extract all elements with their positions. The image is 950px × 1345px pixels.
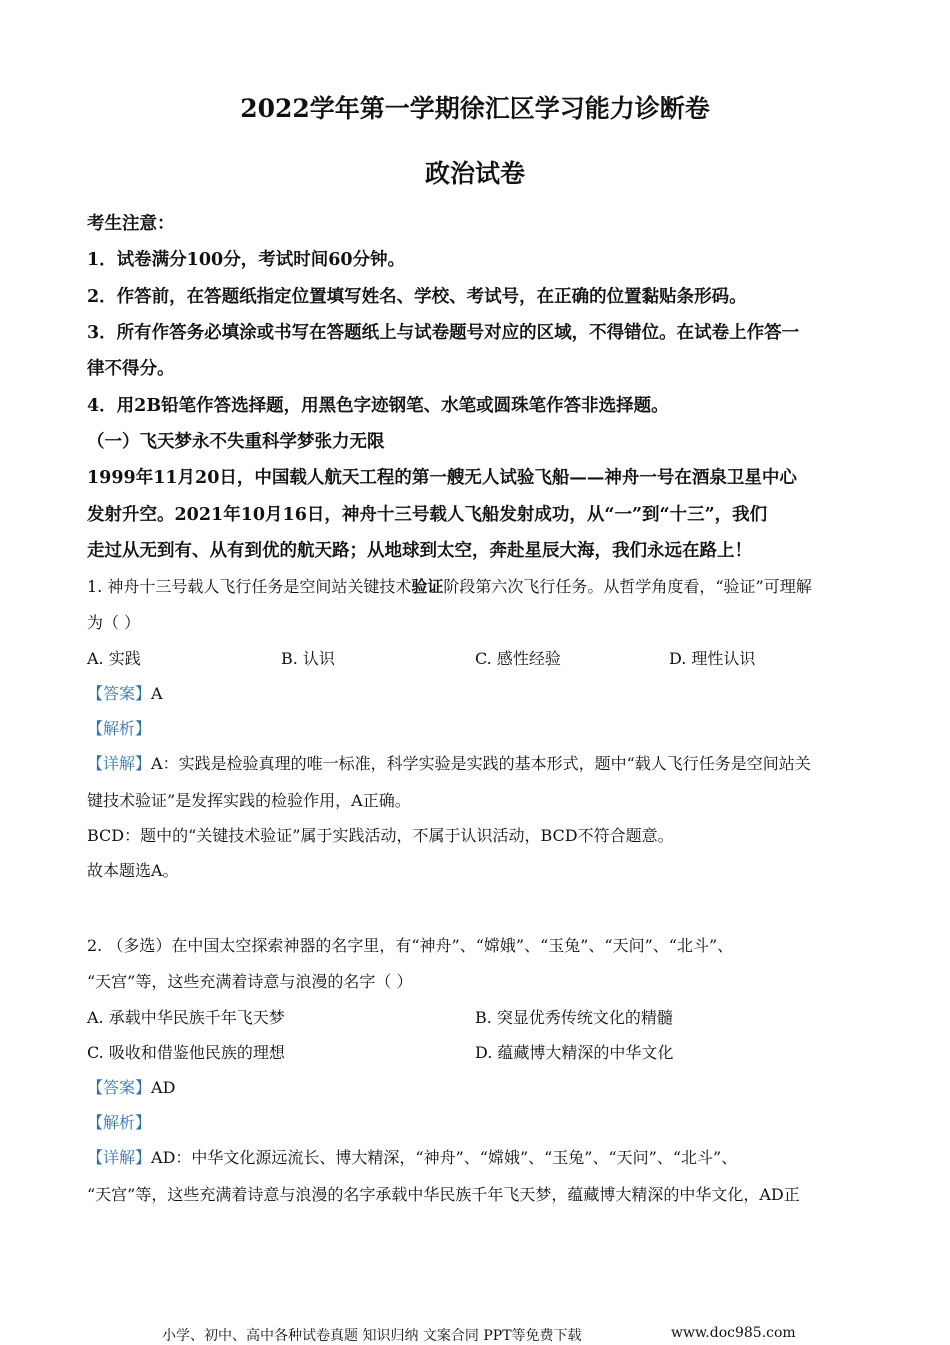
q2-stem: “天宫”等，这些充满着诗意与浪漫的名字（ ） xyxy=(87,972,413,991)
material-line: 走过从无到有、从有到优的航天路；从地球到太空，奔赴星辰大海，我们永远在路上！ xyxy=(87,541,752,561)
q1-stem-line2: 为（ ） xyxy=(87,613,141,632)
page-subtitle: 政治试卷 xyxy=(424,159,525,188)
q1-detail-line: BCD：题中的“关键技术验证”属于实践活动，不属于认识活动，BCD不符合题意。 xyxy=(87,826,674,845)
q2-stem: 2. （多选）在中国太空探索神器的名字里，有“神舟”、“嫦娥”、“玉兔”、“天问”、“北斗”、 xyxy=(87,936,734,955)
section-heading: （一）飞天梦永不失重科学梦张力无限 xyxy=(87,432,385,452)
q2-option-a: A. 承载中华民族千年飞天梦 xyxy=(87,1008,285,1027)
material-line: 1999年11月20日，中国载人航天工程的第一艘无人试验飞船——神舟一号在酒泉卫星中心 xyxy=(87,468,797,488)
q1-option-d: D. 理性认识 xyxy=(669,649,756,668)
q1-detail-line: 键技术验证”是发挥实践的检验作用，A正确。 xyxy=(87,791,411,810)
q2-answer: 【答案】AD xyxy=(87,1078,176,1097)
q1-stem: 1. 神舟十三号载人飞行任务是空间站关键技术验证阶段第六次飞行任务。从哲学角度看，“验证”可理解 xyxy=(87,577,812,596)
q1-detail-line: 故本题选A。 xyxy=(87,861,179,880)
q2-detail-line: 【详解】AD：中华文化源远流长、博大精深，“神舟”、“嫦娥”、“玉兔”、“天问”、“北斗”、 xyxy=(87,1148,738,1167)
page-title: 2022学年第一学期徐汇区学习能力诊断卷 xyxy=(240,94,710,123)
q2-option-b: B. 突显优秀传统文化的精髓 xyxy=(475,1008,673,1027)
notice-item: 2．作答前，在答题纸指定位置填写姓名、学校、考试号，在正确的位置黏贴条形码。 xyxy=(87,287,747,307)
q2-detail-line: “天宫”等，这些充满着诗意与浪漫的名字承载中华民族千年飞天梦，蕴藏博大精深的中华文化，AD正 xyxy=(87,1185,800,1204)
q2-option-c: C. 吸收和借鉴他民族的理想 xyxy=(87,1043,285,1062)
notice-item: 4．用2B铅笔作答选择题，用黑色字迹钢笔、水笔或圆珠笔作答非选择题。 xyxy=(87,396,669,416)
q1-analysis-label: 【解析】 xyxy=(87,719,152,738)
q1-option-c: C. 感性经验 xyxy=(475,649,561,668)
material-line: 发射升空。2021年10月16日，神舟十三号载人飞船发射成功，从“一”到“十三”，我们 xyxy=(87,505,768,525)
q1-option-b: B. 认识 xyxy=(281,649,335,668)
footer-link[interactable]: www.doc985.com xyxy=(671,1325,796,1341)
notice-item: 1．试卷满分100分，考试时间60分钟。 xyxy=(87,250,406,270)
q2-option-d: D. 蕴藏博大精深的中华文化 xyxy=(475,1043,674,1062)
q1-answer: 【答案】A xyxy=(87,684,163,703)
footer-text: 小学、初中、高中各种试卷真题 知识归纳 文案合同 PPT等免费下载 xyxy=(162,1328,582,1344)
q1-detail-line: 【详解】A：实践是检验真理的唯一标准，科学实验是实践的基本形式，题中“载人飞行任务是空间站关 xyxy=(87,754,811,773)
notice-item: 3．所有作答务必填涂或书写在答题纸上与试卷题号对应的区域，不得错位。在试卷上作答一 xyxy=(87,323,800,343)
q2-analysis-label: 【解析】 xyxy=(87,1113,152,1132)
q1-option-a: A. 实践 xyxy=(87,649,141,668)
notice-item: 律不得分。 xyxy=(87,359,175,379)
notice-heading: 考生注意： xyxy=(87,214,175,234)
